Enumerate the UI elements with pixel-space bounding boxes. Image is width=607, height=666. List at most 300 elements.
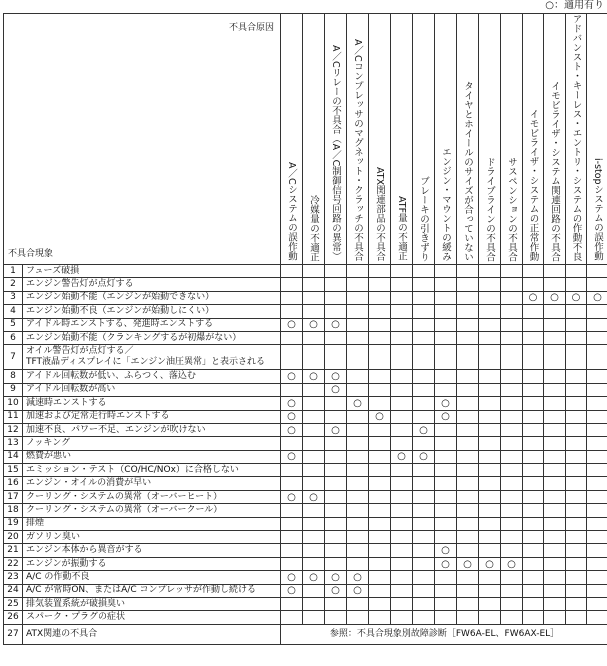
applicability-cell <box>587 611 607 624</box>
applicability-cell <box>523 450 544 463</box>
applicability-cell <box>501 410 523 423</box>
applicability-cell <box>413 423 435 436</box>
applicability-cell <box>457 370 479 383</box>
applicability-cell <box>413 544 435 557</box>
applicability-cell <box>435 517 457 530</box>
applicability-cell <box>587 571 607 584</box>
applicability-cell <box>281 437 303 450</box>
applicability-cell <box>523 517 544 530</box>
table-row <box>4 571 607 584</box>
applicability-cell <box>347 291 369 304</box>
applicability-cell <box>325 331 347 344</box>
applicability-cell <box>281 423 303 436</box>
applicability-cell <box>523 611 544 624</box>
table-row <box>4 370 607 383</box>
applicability-cell <box>391 331 413 344</box>
applicability-cell <box>281 584 303 597</box>
symptom-label: クーリング・システムの異常（オーバーヒート） <box>23 490 281 503</box>
row-number: 12 <box>4 423 23 436</box>
applicability-cell <box>457 278 479 291</box>
applicability-cell <box>391 544 413 557</box>
applicability-cell <box>479 490 501 503</box>
applicability-cell <box>391 504 413 517</box>
applicability-cell <box>391 437 413 450</box>
applicability-cell <box>369 370 391 383</box>
applicability-cell <box>587 397 607 410</box>
applicable-mark: ○ <box>463 558 472 570</box>
applicability-cell <box>457 291 479 304</box>
applicability-cell <box>523 557 544 570</box>
applicability-cell <box>391 370 413 383</box>
applicability-cell <box>479 464 501 477</box>
applicability-cell <box>501 571 523 584</box>
applicability-cell <box>325 490 347 503</box>
applicability-cell <box>281 597 303 610</box>
applicable-mark: ○ <box>287 491 296 503</box>
applicability-cell <box>347 423 369 436</box>
applicability-cell <box>325 597 347 610</box>
applicability-cell <box>457 437 479 450</box>
applicability-cell <box>303 464 325 477</box>
applicability-cell <box>523 437 544 450</box>
applicability-cell <box>347 383 369 396</box>
applicability-cell <box>391 490 413 503</box>
applicability-cell <box>544 410 566 423</box>
applicability-cell <box>435 291 457 304</box>
applicability-cell <box>435 557 457 570</box>
applicability-cell <box>544 318 566 331</box>
applicability-cell <box>413 291 435 304</box>
table-row <box>4 278 607 291</box>
applicability-cell <box>479 557 501 570</box>
applicability-cell <box>303 423 325 436</box>
applicability-cell <box>501 423 523 436</box>
applicability-cell <box>413 318 435 331</box>
applicable-mark: ○ <box>441 545 450 557</box>
applicability-cell <box>587 345 607 370</box>
applicability-cell <box>303 504 325 517</box>
applicability-cell <box>457 504 479 517</box>
cause-header: A／Cコンプレッサのマグネット・クラッチの不具合 <box>347 14 369 265</box>
applicability-cell <box>281 278 303 291</box>
cause-header: ATF量の不適正 <box>391 14 413 265</box>
applicability-cell <box>347 597 369 610</box>
applicability-cell <box>523 584 544 597</box>
table-row <box>4 331 607 344</box>
applicability-cell <box>501 477 523 490</box>
applicable-mark: ○ <box>441 411 450 423</box>
symptom-label: ノッキング <box>23 437 281 450</box>
applicability-cell <box>325 278 347 291</box>
applicability-cell <box>544 477 566 490</box>
applicable-mark: ○ <box>375 411 384 423</box>
applicability-cell <box>303 331 325 344</box>
applicability-cell <box>325 557 347 570</box>
cause-header: ブレーキの引きずり <box>413 14 435 265</box>
applicability-cell <box>303 318 325 331</box>
applicability-cell <box>587 584 607 597</box>
cause-header: ドライブラインの不具合 <box>479 14 501 265</box>
applicability-cell <box>523 265 544 278</box>
applicability-cell <box>435 410 457 423</box>
row-number: 24 <box>4 584 23 597</box>
applicability-cell <box>281 531 303 544</box>
applicability-cell <box>566 544 587 557</box>
applicability-cell <box>303 278 325 291</box>
applicability-cell <box>544 571 566 584</box>
applicability-cell <box>457 584 479 597</box>
applicability-cell <box>281 370 303 383</box>
applicability-cell <box>281 544 303 557</box>
applicability-cell <box>303 305 325 318</box>
applicability-cell <box>281 291 303 304</box>
applicability-cell <box>566 278 587 291</box>
applicability-cell <box>523 318 544 331</box>
applicability-cell <box>566 318 587 331</box>
applicability-cell <box>369 278 391 291</box>
applicability-cell <box>413 397 435 410</box>
applicability-cell <box>325 450 347 463</box>
applicability-cell <box>391 571 413 584</box>
applicable-mark: ○ <box>287 397 296 409</box>
applicability-cell <box>501 597 523 610</box>
applicability-cell <box>501 370 523 383</box>
symptom-label: A/C の作動不良 <box>23 571 281 584</box>
applicable-mark: ○ <box>571 292 581 304</box>
applicability-cell <box>303 531 325 544</box>
applicability-cell <box>325 464 347 477</box>
applicability-cell <box>391 397 413 410</box>
applicability-cell <box>523 397 544 410</box>
applicability-cell <box>587 318 607 331</box>
applicability-cell <box>523 345 544 370</box>
applicability-cell <box>587 557 607 570</box>
row-number: 1 <box>4 265 23 278</box>
applicability-cell <box>523 383 544 396</box>
applicability-cell <box>566 571 587 584</box>
applicability-cell <box>587 504 607 517</box>
applicability-cell <box>369 345 391 370</box>
cause-header: アドバンスト・キーレス・エントリ・システムの作動不良 <box>566 14 587 265</box>
applicability-cell <box>435 531 457 544</box>
applicability-cell <box>457 544 479 557</box>
applicability-cell <box>369 464 391 477</box>
applicability-cell <box>281 557 303 570</box>
applicability-cell <box>587 383 607 396</box>
table-row <box>4 383 607 396</box>
applicability-cell <box>347 544 369 557</box>
cause-header: i-stopシステムの誤作動 <box>587 14 607 265</box>
applicability-cell <box>501 584 523 597</box>
applicable-mark: ○ <box>353 585 362 597</box>
cause-header: タイヤとホイールのサイズが合っていない <box>457 14 479 265</box>
table-row <box>4 477 607 490</box>
applicable-mark: ○ <box>441 558 450 570</box>
applicability-cell <box>566 423 587 436</box>
applicability-cell <box>587 331 607 344</box>
applicability-cell <box>325 345 347 370</box>
cause-header: A／Cリレーの不具合（A／C制御信号回路の異常） <box>325 14 347 265</box>
applicability-cell <box>281 450 303 463</box>
applicable-mark: ○ <box>331 424 340 436</box>
applicability-cell <box>566 383 587 396</box>
applicable-mark: ○ <box>287 424 296 436</box>
applicability-cell <box>347 437 369 450</box>
row-number: 21 <box>4 544 23 557</box>
applicability-cell <box>325 571 347 584</box>
applicability-cell <box>501 450 523 463</box>
table-row <box>4 517 607 530</box>
row-number: 8 <box>4 370 23 383</box>
applicability-cell <box>281 265 303 278</box>
symptom-axis-label: 不具合現象 <box>8 249 54 259</box>
applicability-cell <box>544 597 566 610</box>
applicability-cell <box>457 318 479 331</box>
applicability-cell <box>303 517 325 530</box>
applicability-cell <box>457 331 479 344</box>
applicability-cell <box>457 265 479 278</box>
applicability-cell <box>566 291 587 304</box>
table-row <box>4 464 607 477</box>
symptom-label: フューズ破損 <box>23 265 281 278</box>
applicable-mark: ○ <box>507 558 516 570</box>
applicability-cell <box>369 597 391 610</box>
applicability-cell <box>303 450 325 463</box>
applicability-cell <box>391 305 413 318</box>
symptom-label: 加速不良、パワー不足、エンジンが吹けない <box>23 423 281 436</box>
applicability-cell <box>523 544 544 557</box>
applicability-cell <box>347 265 369 278</box>
applicable-mark: ○ <box>593 292 602 304</box>
applicability-cell <box>325 611 347 624</box>
applicability-cell <box>435 544 457 557</box>
applicability-cell <box>413 584 435 597</box>
applicability-cell <box>281 571 303 584</box>
applicability-cell <box>523 291 544 304</box>
applicability-cell <box>369 571 391 584</box>
applicability-cell <box>587 437 607 450</box>
applicability-cell <box>435 490 457 503</box>
applicability-cell <box>281 410 303 423</box>
applicability-cell <box>587 597 607 610</box>
table-row <box>4 584 607 597</box>
table-row <box>4 291 607 304</box>
applicable-mark: ○ <box>287 585 296 597</box>
applicability-cell <box>587 423 607 436</box>
row-number: 22 <box>4 557 23 570</box>
applicability-cell <box>457 571 479 584</box>
applicability-cell <box>347 504 369 517</box>
applicability-cell <box>566 531 587 544</box>
row-number: 2 <box>4 278 23 291</box>
applicability-cell <box>325 423 347 436</box>
applicability-cell <box>479 571 501 584</box>
applicability-cell <box>435 345 457 370</box>
applicability-cell <box>587 370 607 383</box>
applicable-mark: ○ <box>419 424 428 436</box>
row-number: 25 <box>4 597 23 610</box>
applicable-mark: ○ <box>287 319 296 331</box>
applicability-cell <box>413 504 435 517</box>
applicability-cell <box>347 450 369 463</box>
applicability-cell <box>281 464 303 477</box>
symptom-label: 加速および定常走行時エンストする <box>23 410 281 423</box>
applicability-cell <box>303 544 325 557</box>
applicable-mark: ○ <box>353 397 362 409</box>
symptom-label: クーリング・システムの異常（オーバークール） <box>23 504 281 517</box>
applicability-cell <box>369 531 391 544</box>
applicability-cell <box>281 504 303 517</box>
applicability-cell <box>281 345 303 370</box>
applicable-mark: ○ <box>485 558 494 570</box>
applicability-cell <box>479 437 501 450</box>
symptom-line: TFT液晶ディスプレイに「エンジン油圧異常」と表示される <box>26 357 266 368</box>
applicability-cell <box>413 305 435 318</box>
applicability-cell <box>369 517 391 530</box>
applicable-mark: ○ <box>287 451 296 463</box>
applicability-cell <box>325 531 347 544</box>
applicability-cell <box>457 410 479 423</box>
applicability-cell <box>457 345 479 370</box>
row-number: 23 <box>4 571 23 584</box>
row-number: 16 <box>4 477 23 490</box>
applicability-cell <box>435 331 457 344</box>
applicability-cell <box>369 410 391 423</box>
symptom-label: アイドル回転数が高い <box>23 383 281 396</box>
applicability-cell <box>566 437 587 450</box>
applicability-cell <box>566 450 587 463</box>
applicable-mark: ○ <box>331 371 340 383</box>
applicability-cell <box>391 477 413 490</box>
applicability-cell <box>303 557 325 570</box>
applicability-cell <box>544 517 566 530</box>
applicable-mark: ○ <box>309 371 318 383</box>
table-row <box>4 544 607 557</box>
applicable-mark: ○ <box>287 411 296 423</box>
applicability-cell <box>457 464 479 477</box>
applicability-cell <box>587 291 607 304</box>
applicability-cell <box>479 345 501 370</box>
applicability-cell <box>325 291 347 304</box>
applicability-cell <box>523 504 544 517</box>
row-number: 27 <box>4 624 23 644</box>
row-number: 10 <box>4 397 23 410</box>
applicability-cell <box>369 490 391 503</box>
applicability-cell <box>566 397 587 410</box>
applicability-cell <box>501 331 523 344</box>
applicability-cell <box>587 450 607 463</box>
symptom-label: スパーク・プラグの症状 <box>23 611 281 624</box>
applicability-cell <box>413 383 435 396</box>
symptom-label: エンジンが振動する <box>23 557 281 570</box>
applicability-cell <box>457 531 479 544</box>
applicability-cell <box>435 397 457 410</box>
applicability-cell <box>479 318 501 331</box>
applicability-cell <box>347 517 369 530</box>
applicability-cell <box>281 477 303 490</box>
applicability-cell <box>325 305 347 318</box>
applicability-cell <box>479 531 501 544</box>
applicability-cell <box>369 423 391 436</box>
applicability-cell <box>544 383 566 396</box>
applicability-cell <box>435 305 457 318</box>
applicable-mark: ○ <box>397 451 406 463</box>
applicability-cell <box>566 584 587 597</box>
applicability-cell <box>566 265 587 278</box>
applicability-cell <box>281 305 303 318</box>
applicability-cell <box>587 305 607 318</box>
applicability-cell <box>369 265 391 278</box>
applicability-cell <box>479 331 501 344</box>
applicability-cell <box>435 597 457 610</box>
applicability-cell <box>413 437 435 450</box>
applicability-cell <box>369 437 391 450</box>
applicability-cell <box>544 531 566 544</box>
applicability-cell <box>479 410 501 423</box>
applicability-cell <box>347 477 369 490</box>
applicable-mark: ○ <box>331 585 340 597</box>
applicability-cell <box>435 370 457 383</box>
row-number: 15 <box>4 464 23 477</box>
applicability-cell <box>544 504 566 517</box>
table-row <box>4 437 607 450</box>
symptom-label: ATX関連の不具合 <box>23 624 281 644</box>
applicability-cell <box>435 437 457 450</box>
applicability-cell <box>369 584 391 597</box>
applicability-cell <box>501 278 523 291</box>
applicability-cell <box>566 597 587 610</box>
applicability-cell <box>413 464 435 477</box>
table-row <box>4 318 607 331</box>
symptom-label: 排煙 <box>23 517 281 530</box>
symptom-label: ガソリン臭い <box>23 531 281 544</box>
applicability-cell <box>501 318 523 331</box>
row-number: 20 <box>4 531 23 544</box>
table-row <box>4 624 607 644</box>
row-number: 14 <box>4 450 23 463</box>
applicability-cell <box>303 584 325 597</box>
applicable-mark: ○ <box>287 371 296 383</box>
applicability-cell <box>391 410 413 423</box>
diagnosis-table <box>3 13 607 645</box>
applicable-mark: ○ <box>441 397 450 409</box>
applicability-cell <box>391 464 413 477</box>
applicability-cell <box>544 557 566 570</box>
applicability-cell <box>413 477 435 490</box>
reference-note: 参照：不具合現象別故障診断［FW6A-EL、FW6AX-EL］ <box>281 624 607 644</box>
applicability-cell <box>347 345 369 370</box>
applicability-cell <box>413 278 435 291</box>
applicability-cell <box>413 265 435 278</box>
applicability-cell <box>479 504 501 517</box>
row-number: 7 <box>4 345 23 370</box>
symptom-label: アイドル回転数が低い、ふらつく、落込む <box>23 370 281 383</box>
row-number: 18 <box>4 504 23 517</box>
applicability-cell <box>544 544 566 557</box>
applicability-cell <box>325 370 347 383</box>
applicability-cell <box>391 611 413 624</box>
applicability-cell <box>347 278 369 291</box>
applicability-cell <box>325 437 347 450</box>
applicability-cell <box>435 265 457 278</box>
applicability-cell <box>566 331 587 344</box>
table-row <box>4 557 607 570</box>
applicability-cell <box>391 584 413 597</box>
row-number: 17 <box>4 490 23 503</box>
applicability-cell <box>391 278 413 291</box>
applicability-cell <box>587 278 607 291</box>
applicability-cell <box>413 571 435 584</box>
